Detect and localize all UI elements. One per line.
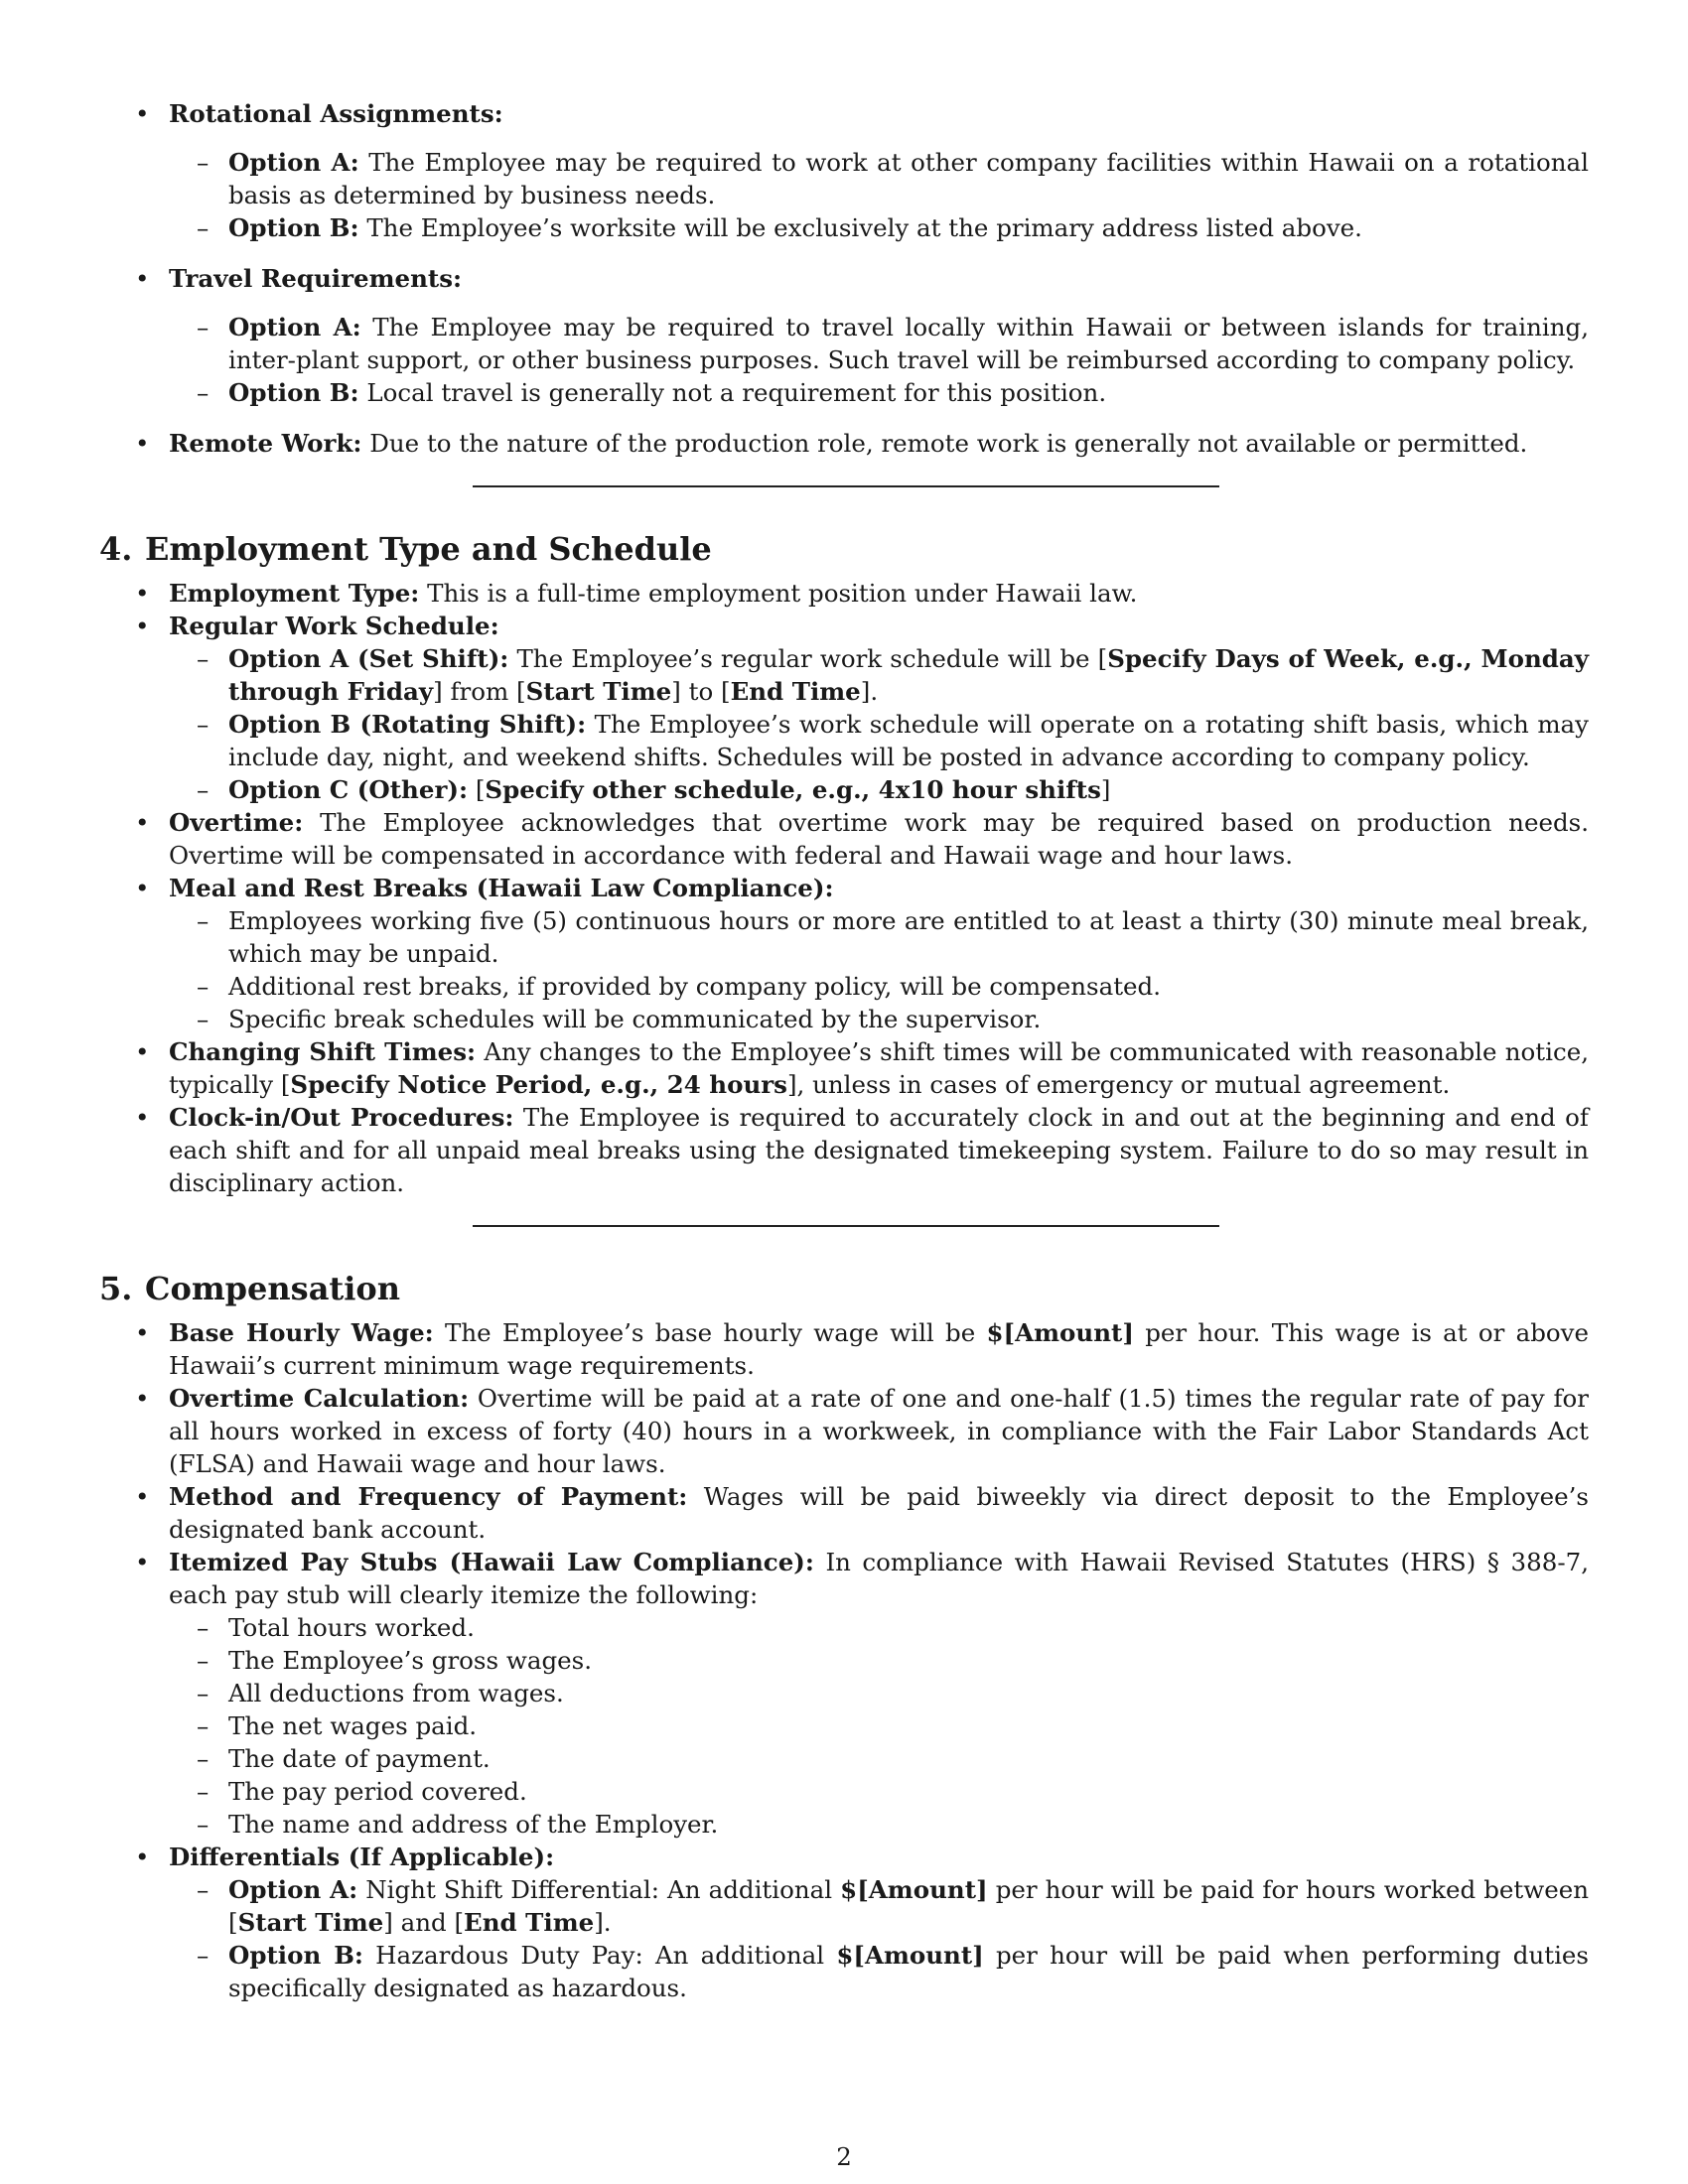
- dash-icon: –: [197, 644, 210, 673]
- list-item-base-wage: • Base Hourly Wage: The Employee’s base hourly wage will be $[Amount] per hour. This wage is at or above Hawaii’s current minimum wage requirements.: [135, 1318, 1589, 1380]
- bullet-icon: •: [135, 1843, 150, 1871]
- dash-icon: –: [197, 1810, 210, 1839]
- list-item-payment-method: • Method and Frequency of Payment: Wages will be paid biweekly via direct deposit to the Employee’s designated bank account.: [135, 1482, 1590, 1544]
- list-item-pay-stubs: • Itemized Pay Stubs (Hawaii Law Compliance): In compliance with Hawaii Revised Statutes (HRS) § 388-7, each pay stub will clearly itemize the following: – Total hours worked. – The Employee’s gross wages. – All deductions from wages. – The net wages paid. – The date of payment. – The pay period covered. – The name and address of the Employer.: [135, 1548, 1589, 1839]
- section-heading-5: 5. Compensation: [99, 1270, 400, 1307]
- list-item-overtime: • Overtime: The Employee acknowledges that overtime work may be required based on production needs. Overtime will be compensated in accordance with federal and Hawaii wage and hour laws.: [135, 808, 1589, 870]
- bullet-icon: •: [135, 1318, 150, 1347]
- page-number: 2: [836, 2142, 852, 2171]
- list-item-remote: • Remote Work: Due to the nature of the production role, remote work is generally not available or permitted.: [135, 429, 1528, 458]
- bullet-icon: •: [135, 612, 150, 640]
- section-divider: [473, 485, 1219, 487]
- page-content: [99, 97, 1589, 2004]
- bullet-icon: •: [135, 1548, 150, 1576]
- dash-icon: –: [197, 1941, 210, 1970]
- dash-icon: –: [197, 906, 210, 935]
- travel-options: [169, 311, 1589, 409]
- list-item: – The pay period covered.: [197, 1777, 527, 1806]
- differential-options: [169, 1873, 1589, 2004]
- dash-icon: –: [197, 1711, 210, 1740]
- list-item: – Additional rest breaks, if provided by company policy, will be compensated.: [197, 972, 1162, 1001]
- dash-icon: –: [197, 1875, 210, 1904]
- list-item-differentials: • Differentials (If Applicable): – Option A: Night Shift Differential: An additional $[Amount] per hour will be paid for hours worked between [Start Time] and [End Time]. – Option B: Hazardous Duty Pay: An additional $[Amount] per hour will be paid when performing duties specifically designated as hazardous.: [135, 1843, 1590, 2002]
- bullet-icon: •: [135, 99, 150, 128]
- dash-icon: –: [197, 1679, 210, 1707]
- list-item-changing-shift: • Changing Shift Times: Any changes to the Employee’s shift times will be communicated with reasonable notice, typically [Specify Notice Period, e.g., 24 hours], unless in cases of emergency or mutual agreement.: [135, 1037, 1589, 1099]
- list-item-clock-in-out: • Clock-in/Out Procedures: The Employee is required to accurately clock in and out at the beginning and end of each shift and for all unpaid meal breaks using the designated timekeeping system. Failure to do so may result in disciplinary action.: [135, 1103, 1589, 1197]
- pay-stub-items: [169, 1611, 1589, 1841]
- dash-icon: –: [197, 148, 210, 177]
- list-item: – Option A (Set Shift): The Employee’s regular work schedule will be [Specify Days of Week, e.g., Monday through Friday] from [Start Time] to [End Time].: [197, 644, 1589, 706]
- list-item-overtime-calc: • Overtime Calculation: Overtime will be paid at a rate of one and one-half (1.5) times the regular rate of pay for all hours worked in excess of forty (40) hours in a workweek, in compliance with the Fair Labor Standards Act (FLSA) and Hawaii wage and hour laws.: [135, 1384, 1590, 1478]
- list-item: – All deductions from wages.: [197, 1679, 564, 1707]
- list-item-employment-type: • Employment Type: This is a full-time employment position under Hawaii law.: [135, 579, 1138, 608]
- dash-icon: –: [197, 775, 210, 804]
- list-item: – Option B (Rotating Shift): The Employee’s work schedule will operate on a rotating shift basis, which may include day, night, and weekend shifts. Schedules will be posted in advance according to company policy.: [197, 710, 1589, 771]
- dash-icon: –: [197, 1646, 210, 1675]
- dash-icon: –: [197, 710, 210, 739]
- bullet-icon: •: [135, 808, 150, 837]
- dash-icon: –: [197, 1613, 210, 1642]
- list-item: – Option B: Local travel is generally not a requirement for this position.: [197, 378, 1107, 407]
- list-item: – The Employee’s gross wages.: [197, 1646, 592, 1675]
- list-item: – The name and address of the Employer.: [197, 1810, 719, 1839]
- list-item: – Option B: The Employee’s worksite will be exclusively at the primary address listed above.: [197, 213, 1362, 242]
- bullet-icon: •: [135, 1037, 150, 1066]
- dash-icon: –: [197, 1005, 210, 1033]
- bullet-icon: •: [135, 264, 150, 293]
- meal-break-items: [169, 904, 1589, 1035]
- bullet-icon: •: [135, 1103, 150, 1132]
- list-item: – Option A: Night Shift Differential: An additional $[Amount] per hour will be paid for hours worked between [Start Time] and [End Time].: [197, 1875, 1589, 1937]
- list-item: – Total hours worked.: [197, 1613, 475, 1642]
- list-item: – Employees working five (5) continuous hours or more are entitled to at least a thirty (30) minute meal break, which may be unpaid.: [197, 906, 1589, 968]
- travel-title: Travel Requirements:: [169, 264, 463, 293]
- schedule-options: [169, 642, 1589, 806]
- list-item: – Specific break schedules will be communicated by the supervisor.: [197, 1005, 1042, 1033]
- list-item: – Option C (Other): [Specify other schedule, e.g., 4x10 hour shifts]: [197, 775, 1111, 804]
- section-divider: [473, 1225, 1219, 1227]
- section-heading-4: 4. Employment Type and Schedule: [99, 530, 712, 568]
- list-item-rotational: [99, 97, 1589, 244]
- bullet-icon: •: [135, 1384, 150, 1413]
- section4-list: [99, 577, 1589, 1199]
- section3-continued-list: [99, 97, 1589, 460]
- list-item: – Option B: Hazardous Duty Pay: An additional $[Amount] per hour will be paid when performing duties specifically designated as hazardous.: [197, 1941, 1590, 2002]
- list-item-meal-breaks: • Meal and Rest Breaks (Hawaii Law Compliance): – Employees working five (5) continuous hours or more are entitled to at least a thirty (30) minute meal break, which may be unpaid. – Additional rest breaks, if provided by company policy, will be compensated. – Specific break schedules will be communicated by the supervisor.: [135, 874, 1589, 1033]
- rotational-options: [169, 146, 1589, 244]
- dash-icon: –: [197, 378, 210, 407]
- rotational-title: Rotational Assignments:: [169, 99, 503, 128]
- bullet-icon: •: [135, 579, 150, 608]
- list-item: – The date of payment.: [197, 1744, 491, 1773]
- bullet-icon: •: [135, 1482, 150, 1511]
- dash-icon: –: [197, 213, 210, 242]
- list-item-travel: [99, 262, 1589, 409]
- dash-icon: –: [197, 972, 210, 1001]
- section5-list: [99, 1316, 1589, 2004]
- list-item: – Option A: The Employee may be required to work at other company facilities within Hawaii on a rotational basis as determined by business needs.: [197, 148, 1589, 209]
- list-item: – Option A: The Employee may be required to travel locally within Hawaii or between islands for training, inter-plant support, or other business purposes. Such travel will be reimbursed according to company policy.: [197, 313, 1589, 374]
- list-item-regular-schedule: • Regular Work Schedule: – Option A (Set Shift): The Employee’s regular work schedule will be [Specify Days of Week, e.g., Monday through Friday] from [Start Time] to [End Time]. – Option B (Rotating Shift): The Employee’s work schedule will operate on a rotating shift basis, which may include day, night, and weekend shifts. Schedules will be posted in advance according to company policy. – Option C (Other): [Specify other schedule, e.g., 4x10 hour shifts]: [135, 612, 1589, 804]
- dash-icon: –: [197, 1744, 210, 1773]
- dash-icon: –: [197, 1777, 210, 1806]
- bullet-icon: •: [135, 429, 150, 458]
- bullet-icon: •: [135, 874, 150, 902]
- list-item: – The net wages paid.: [197, 1711, 478, 1740]
- dash-icon: –: [197, 313, 210, 341]
